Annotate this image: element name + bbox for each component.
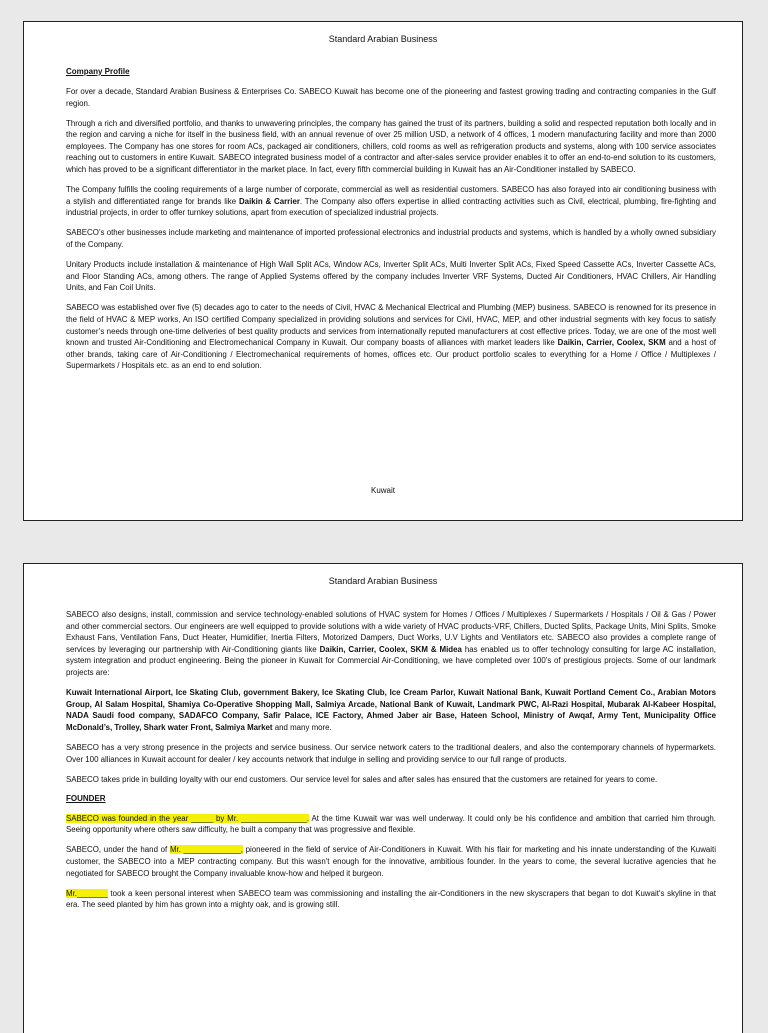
page-content <box>24 609 742 911</box>
page-header: Standard Arabian Business <box>328 34 438 44</box>
highlighted-text: Mr._______ <box>66 888 108 898</box>
paragraph <box>66 888 716 911</box>
paragraph <box>66 687 716 733</box>
text-run: pioneered in the field of service of Air-Conditioners in Kuwait. With his flair for marketing and his innate understanding of the Kuwaiti customer, the SABECO into a MEP contracting company. But this wasn't enough for the innovative, ambitious founder. In the years to come, the several lucrative agencies that he negotiated for SABECO brought the Company invaluable know-how and helped it burgeon. <box>66 845 716 878</box>
company-profile-heading: Company Profile <box>66 67 130 76</box>
highlighted-text: Mr. _____________, <box>169 845 243 855</box>
highlighted-text: SABECO was founded in the year _____ by Mr. _______________. <box>66 813 310 823</box>
text-run: The Company fulfills the cooling requirements of a large number of corporate, commercial as well as residential customers. SABECO has also forayed into air conditioning business with a stylish and differentiated range for brands like <box>66 185 716 206</box>
text-run: and many more. <box>272 722 332 732</box>
landmark-projects: Kuwait International Airport, Ice Skating Club, government Bakery, Ice Skating Club, Ice Cream Parlor, Kuwait National Bank, Kuwait Portland Cement Co., Arabian Motors Group, Al Salam Hospital, Shamiya Co-Operative Shopping Mall, Salmiya Arcade, National Bank of Kuwait, Landmark PWC, Al-Razi Hospital, Mubarak Al-Kabeer Hospital, NADA Saudi food company, SADAFCO Company, Safir Palace, ICE Factory, Ahmed Jaber air Base, Hateen School, Ministry of Awqaf, Army Tent, Municipality Office McDonald’s, Trolley, Shark water Front, Salmiya Market <box>66 688 716 732</box>
paragraph: Through a rich and diversified portfolio, and thanks to unwavering principles, the company has gained the trust of its partners, building a solid and respected reputation both locally and in the region and carving a niche for itself in the business field, with an annual revenue of over 25 million USD, a network of 4 offices, 1 modern manufacturing facility and more than 2000 employees. The Company has one stores for room ACs, packaged air conditioners, chillers, cold rooms as well as refrigeration products and systems, along with 100 service associates reaching out to customers in entire Kuwait. SABECO integrated business model of a contractor and after-sales service provider enables it to offer an end-to-end solution to its customers, which has proved to be a significant differentiator in the market place. In fact, every fifth commercial building in Kuwait has an Air-Conditioner installed by SABECO. <box>66 118 716 175</box>
paragraph: Unitary Products include installation & maintenance of High Wall Split ACs, Window ACs, Inverter Split ACs, Multi Inverter Split ACs, Fixed Speed Cassette ACs, Inverter Cassette ACs, and Floor Standing ACs, among others. The range of Applied Systems offered by the company includes Inverter VRF Systems, Ducted Air Conditioners, HVAC Chillers, Air Handling Units, and Fan Coil Units. <box>66 260 716 293</box>
brand-names: Daikin, Carrier, Coolex, SKM & Midea <box>319 644 462 654</box>
text-run: SABECO was established over five (5) decades ago to cater to the needs of Civil, HVAC & Mechanical Electrical and Plumbing (MEP) business. SABECO is renowned for its presence in the field of HVAC & MEP works, An ISO certified Company specialized in providing solutions and services for Civil, HVAC, MEP, and other industrial segments with key focus to satisfy customer’s needs through one-time deliveries of best quality products and services from internationally reputed manufacturers at cost effective prices. Today, we are one of the most well known and trusted Air-Conditioning and Electromechanical Company in Kuwait. Our company boasts of alliances with market leaders like <box>66 303 716 348</box>
text-run: has enabled us to offer technology consulting for large AC installation, system integration and product engineering. Being the pioneer in Kuwait for Commercial Air-Conditioning, we have completed over 100’s of prestigious projects. Some of our landmark projects are: <box>66 644 716 677</box>
paragraph: SABECO’s other businesses include marketing and maintenance of imported professional electronics and industrial products and systems, which is handled by a wholly owned subsidiary of the Company. <box>66 228 716 250</box>
paragraph <box>66 302 716 372</box>
paragraph <box>66 813 716 836</box>
text-run: At the time Kuwait war was well underway. It could only be his confidence and ambition that carried him through. Seeing opportunity where others saw difficulty, he built a company that was progressive and flexible. <box>66 813 716 835</box>
page-header: Standard Arabian Business <box>328 576 438 586</box>
paragraph: SABECO has a very strong presence in the projects and service business. Our service network caters to the traditional dealers, and also the contemporary channels of hypermarkets. Over 100 alliances in Kuwait account for dealer / key accounts network that indulge in selling and providing service to our full range of products. <box>66 742 716 764</box>
paragraph <box>66 184 716 219</box>
brand-names: Daikin, Carrier, Coolex, SKM <box>557 338 666 348</box>
document-page-1 <box>23 21 743 521</box>
paragraph: SABECO takes pride in building loyalty with our end customers. Our service level for sales and after sales has ensured that the customers are retained for years to come. <box>66 774 658 784</box>
paragraph <box>66 844 716 879</box>
page-footer: Kuwait <box>370 486 395 495</box>
text-run: SABECO also designs, install, commission and service technology-enabled solutions of HVAC system for Homes / Offices / Multiplexes / Supermarkets / Hospitals / Oil & Gas / Power and other commercial sectors. Our engineers are well equipped to provide solutions with a wide variety of HVAC products-VRF, Chillers, Ducted Splits, Package Units, Mini Splits, Smoke Exhaust Fans, Ventilation Fans, Duct Heater, Humidifier, Inertia Filters, Motorized Dampers, Duct Works, U.V Lights and Ventilators etc. SABECO also provides a complete range of services by leveraging our partnership with Air-Conditioning giants like <box>66 610 716 654</box>
text-run: . The Company also offers expertise in allied contracting activities such as Civil, electrical, plumbing, fire-fighting and industrial projects, in order to offer turnkey solutions, apart from execution of specialized industrial projects. <box>66 196 716 218</box>
paragraph <box>66 609 716 679</box>
page-content <box>24 67 742 372</box>
founder-heading: FOUNDER <box>66 793 106 803</box>
paragraph: For over a decade, Standard Arabian Business & Enterprises Co. SABECO Kuwait has become one of the pioneering and fastest growing trading and contracting companies in the Gulf region. <box>66 87 716 108</box>
brand-names: Daikin & Carrier <box>238 196 300 206</box>
text-run: took a keen personal interest when SABECO team was commissioning and installing the air-Conditioners in the new skyscrapers that began to dot Kuwait's skyline in that era. The seed planted by him has grown into a mighty oak, and is growing still. <box>66 888 716 910</box>
text-run: and a host of other brands, taking care of Air-Conditioning / Electromechanical requirements of homes, offices etc. Our product portfolio scales to everything for a Home / Office / Multiplexes / Supermarkets / Hospitals etc. as an end to end solution. <box>66 338 716 371</box>
document-page-2 <box>23 563 743 1033</box>
text-run: SABECO, under the hand of <box>66 845 170 855</box>
